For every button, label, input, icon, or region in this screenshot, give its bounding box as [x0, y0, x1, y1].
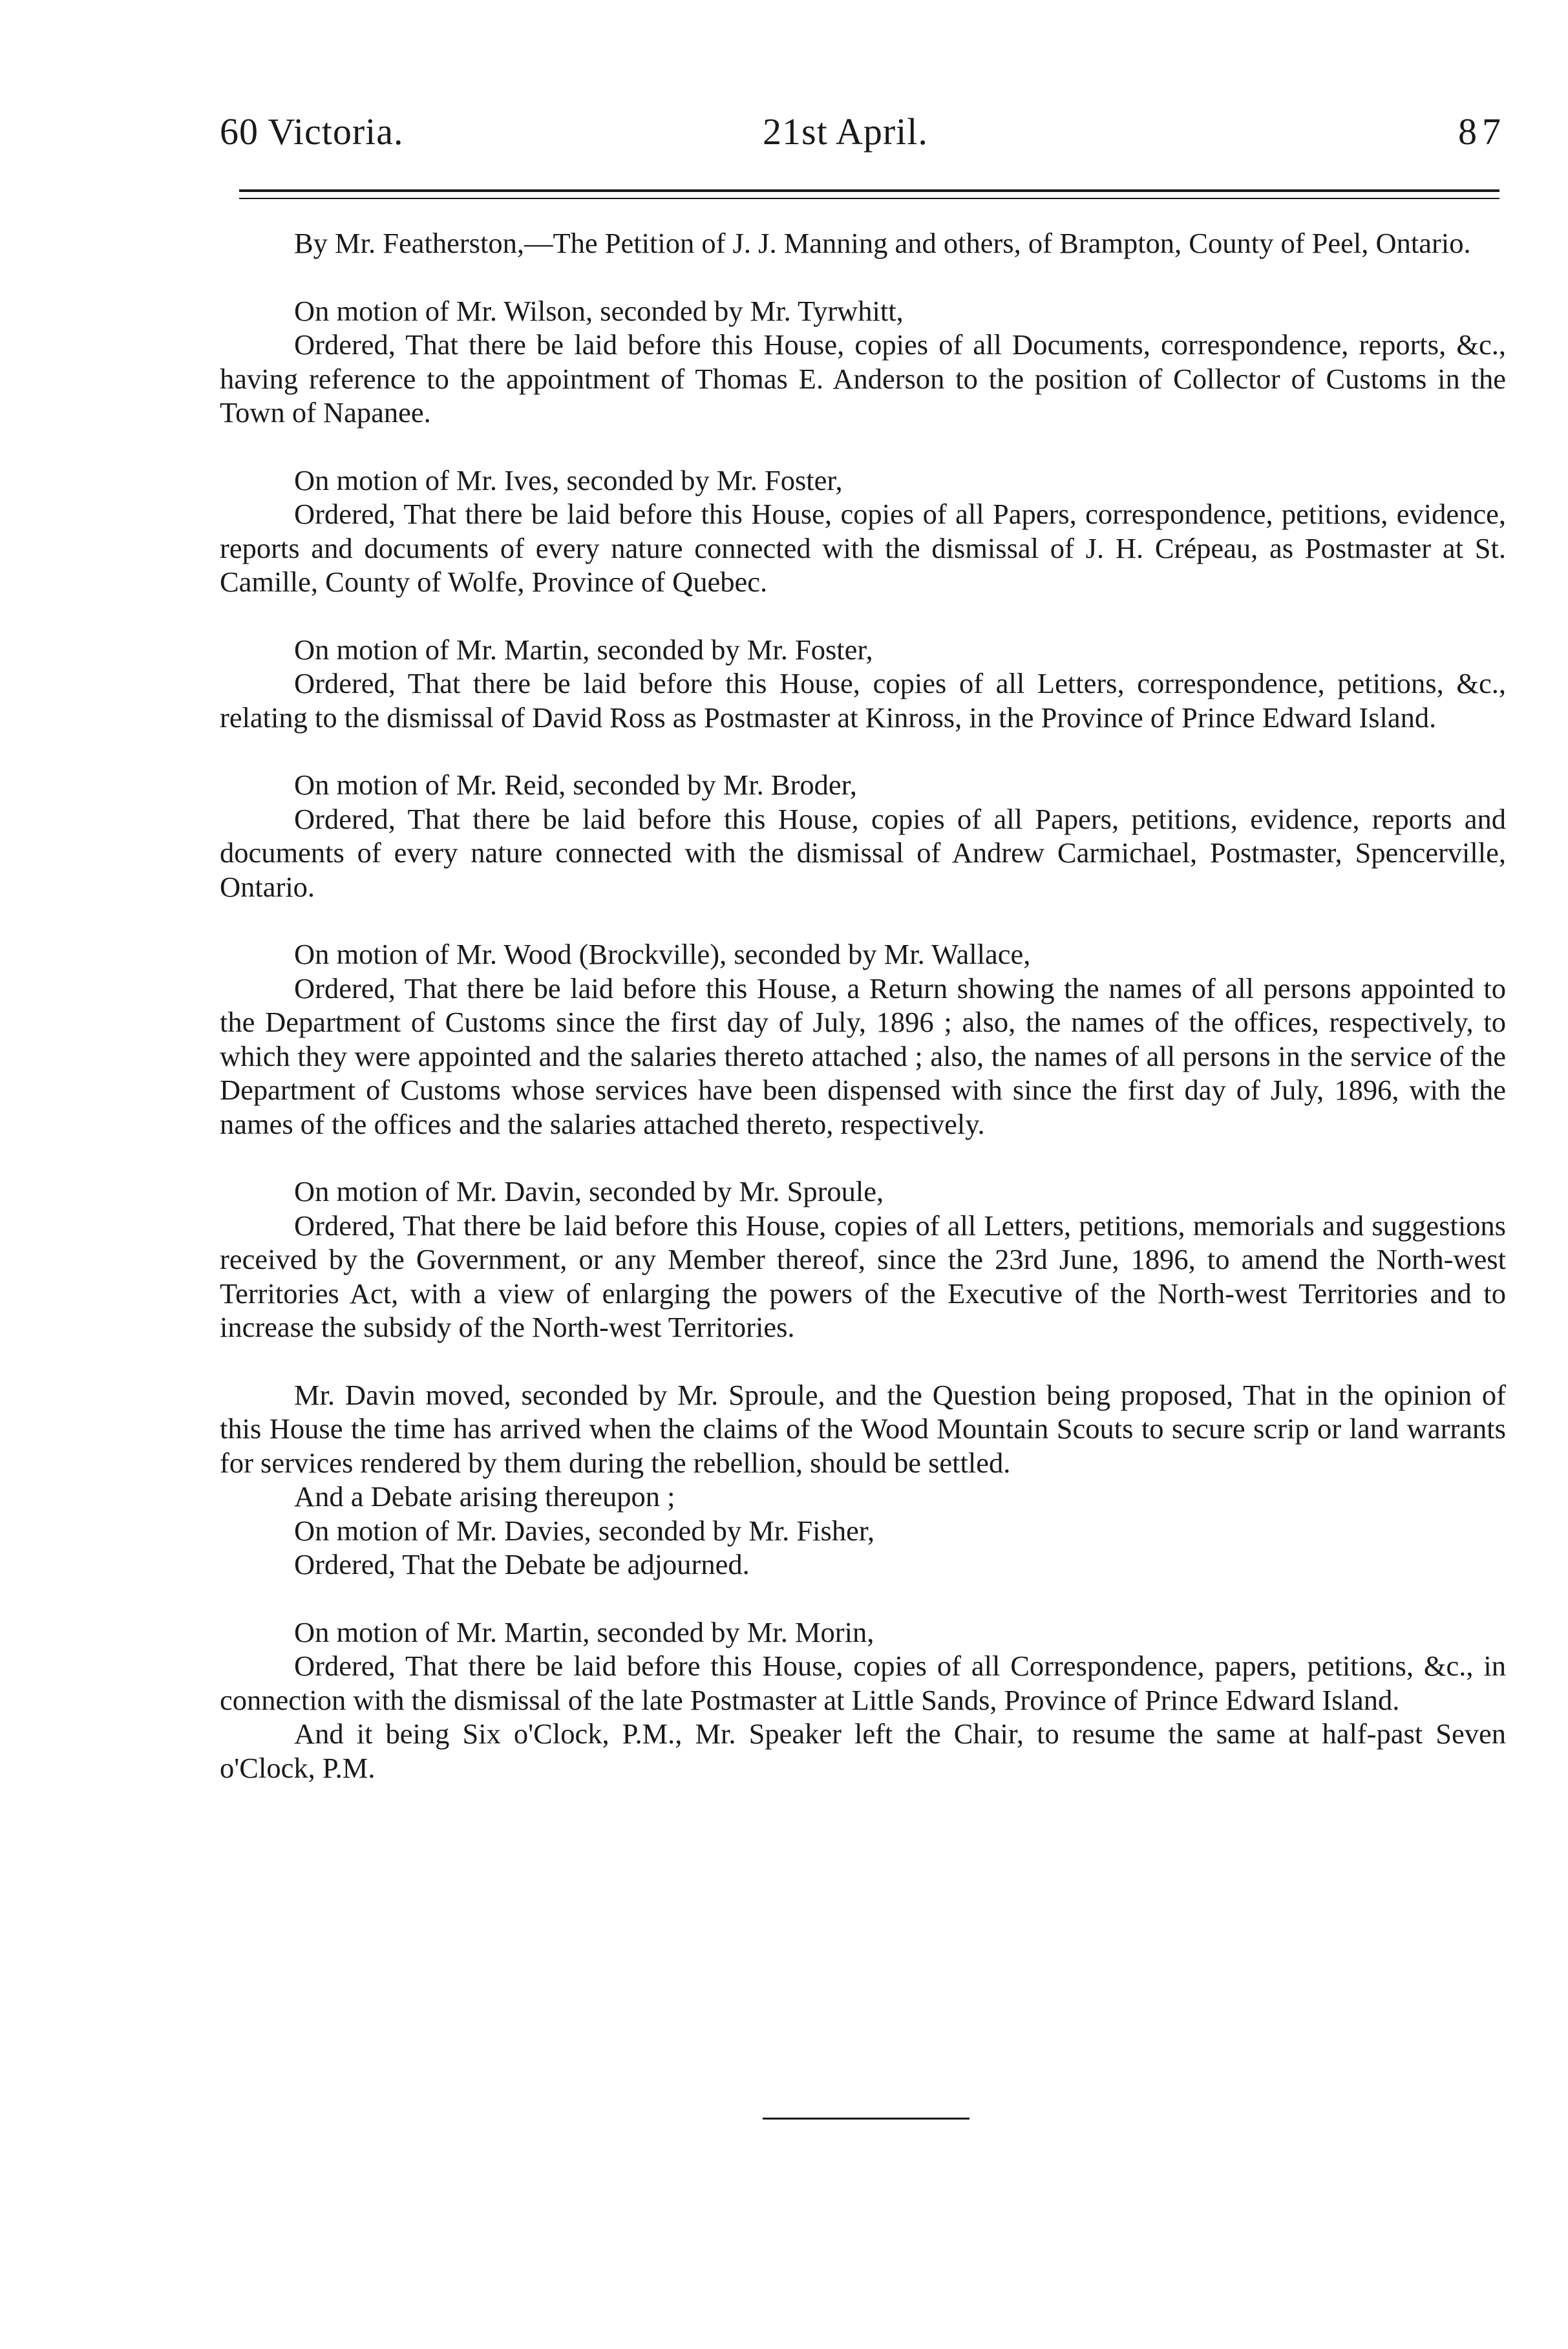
entry-gap — [220, 904, 1506, 937]
header-rule-thin — [239, 198, 1499, 199]
entry-paragraph: On motion of Mr. Martin, seconded by Mr. Morin, — [294, 1615, 874, 1648]
journal-entry — [220, 633, 1506, 735]
entry-paragraph: Ordered, That there be laid before this House, copies of all Papers, petitions, evidence, reports and documents of every nature connected with the dismissal of Andrew Carmichael, Postmaster, Spencerville, Ontario. — [220, 802, 1506, 903]
entry-gap — [220, 599, 1506, 633]
entry-paragraph: Ordered, That there be laid before this House, copies of all Documents, correspondence, reports, &c., having reference to the appointment of Thomas E. Anderson to the position of Collector of Customs in the Town of Napanee. — [220, 328, 1506, 429]
journal-entry — [220, 226, 1506, 260]
entry-gap — [220, 1345, 1506, 1378]
closing-rule — [763, 2118, 969, 2120]
journal-entry — [220, 463, 1506, 599]
entry-paragraph: Ordered, That there be laid before this House, copies of all Letters, correspondence, petitions, &c., relating to the dismissal of David Ross as Postmaster at Kinross, in the Province of Prince Edward Island. — [220, 667, 1506, 734]
entry-paragraph: Ordered, That there be laid before this House, a Return showing the names of all persons appointed to the Department of Customs since the first day of July, 1896 ; also, the names of the offices, respectively, to which they were appointed and the salaries thereto attached ; also, the names of all persons in the service of the Department of Customs whose services have been dispensed with since the first day of July, 1896, with the names of the offices and the salaries attached thereto, respectively. — [220, 972, 1506, 1140]
date-label: 21st April. — [763, 111, 928, 153]
entry-gap — [220, 430, 1506, 463]
entry-gap — [220, 1141, 1506, 1174]
entry-paragraph: Ordered, That there be laid before this House, copies of all Correspondence, papers, petitions, &c., in connection with the dismissal of the late Postmaster at Little Sands, Province of Prince Edward Island. — [220, 1650, 1506, 1716]
entry-paragraph: On motion of Mr. Wilson, seconded by Mr. Tyrwhitt, — [294, 294, 904, 327]
entry-paragraph: And a Debate arising thereupon ; — [294, 1480, 675, 1513]
entry-gap — [220, 260, 1506, 294]
session-label: 60 Victoria. — [220, 111, 404, 153]
entry-paragraph: On motion of Mr. Martin, seconded by Mr. Foster, — [294, 633, 873, 666]
journal-entry — [220, 1174, 1506, 1345]
entry-paragraph: Ordered, That there be laid before this House, copies of all Letters, petitions, memorials and suggestions received by the Government, or any Member thereof, since the 23rd June, 1896, to amend the North-west Territories Act, with a view of enlarging the powers of the Executive of the North-west Territories and to increase the subsidy of the North-west Territories. — [220, 1209, 1506, 1343]
entry-paragraph: By Mr. Featherston,—The Petition of J. J. Manning and others, of Brampton, County of Peel, Ontario. — [294, 227, 1471, 259]
page-header — [220, 110, 1506, 162]
journal-entry — [220, 1378, 1506, 1582]
entry-paragraph: And it being Six o'Clock, P.M., Mr. Speaker left the Chair, to resume the same at half-past Seven o'Clock, P.M. — [220, 1717, 1506, 1784]
page-number: 87 — [1458, 111, 1506, 153]
entry-paragraph: Ordered, That there be laid before this House, copies of all Papers, correspondence, petitions, evidence, reports and documents of every nature connected with the dismissal of J. H. Crépeau, as Postmaster at St. Camille, County of Wolfe, Province of Quebec. — [220, 498, 1506, 598]
entry-paragraph: Mr. Davin moved, seconded by Mr. Sproule, and the Question being proposed, That in the opinion of this House the time has arrived when the claims of the Wood Mountain Scouts to secure scrip or land warrants for services rendered by them during the rebellion, should be settled. — [220, 1378, 1506, 1479]
entry-gap — [220, 1582, 1506, 1615]
entry-paragraph: On motion of Mr. Wood (Brockville), seconded by Mr. Wallace, — [294, 938, 1031, 970]
entry-paragraph: On motion of Mr. Davin, seconded by Mr. Sproule, — [294, 1175, 884, 1207]
journal-entry — [220, 937, 1506, 1141]
journal-entry — [220, 294, 1506, 430]
entry-paragraph: Ordered, That the Debate be adjourned. — [294, 1548, 750, 1580]
journal-body — [220, 226, 1506, 1785]
entry-gap — [220, 734, 1506, 768]
entry-paragraph: On motion of Mr. Reid, seconded by Mr. Broder, — [294, 769, 857, 801]
entry-paragraph: On motion of Mr. Davies, seconded by Mr. Fisher, — [294, 1514, 875, 1547]
entry-paragraph: On motion of Mr. Ives, seconded by Mr. Foster, — [294, 463, 843, 496]
journal-entry — [220, 768, 1506, 904]
header-rule-thick — [239, 189, 1499, 192]
journal-entry — [220, 1615, 1506, 1785]
